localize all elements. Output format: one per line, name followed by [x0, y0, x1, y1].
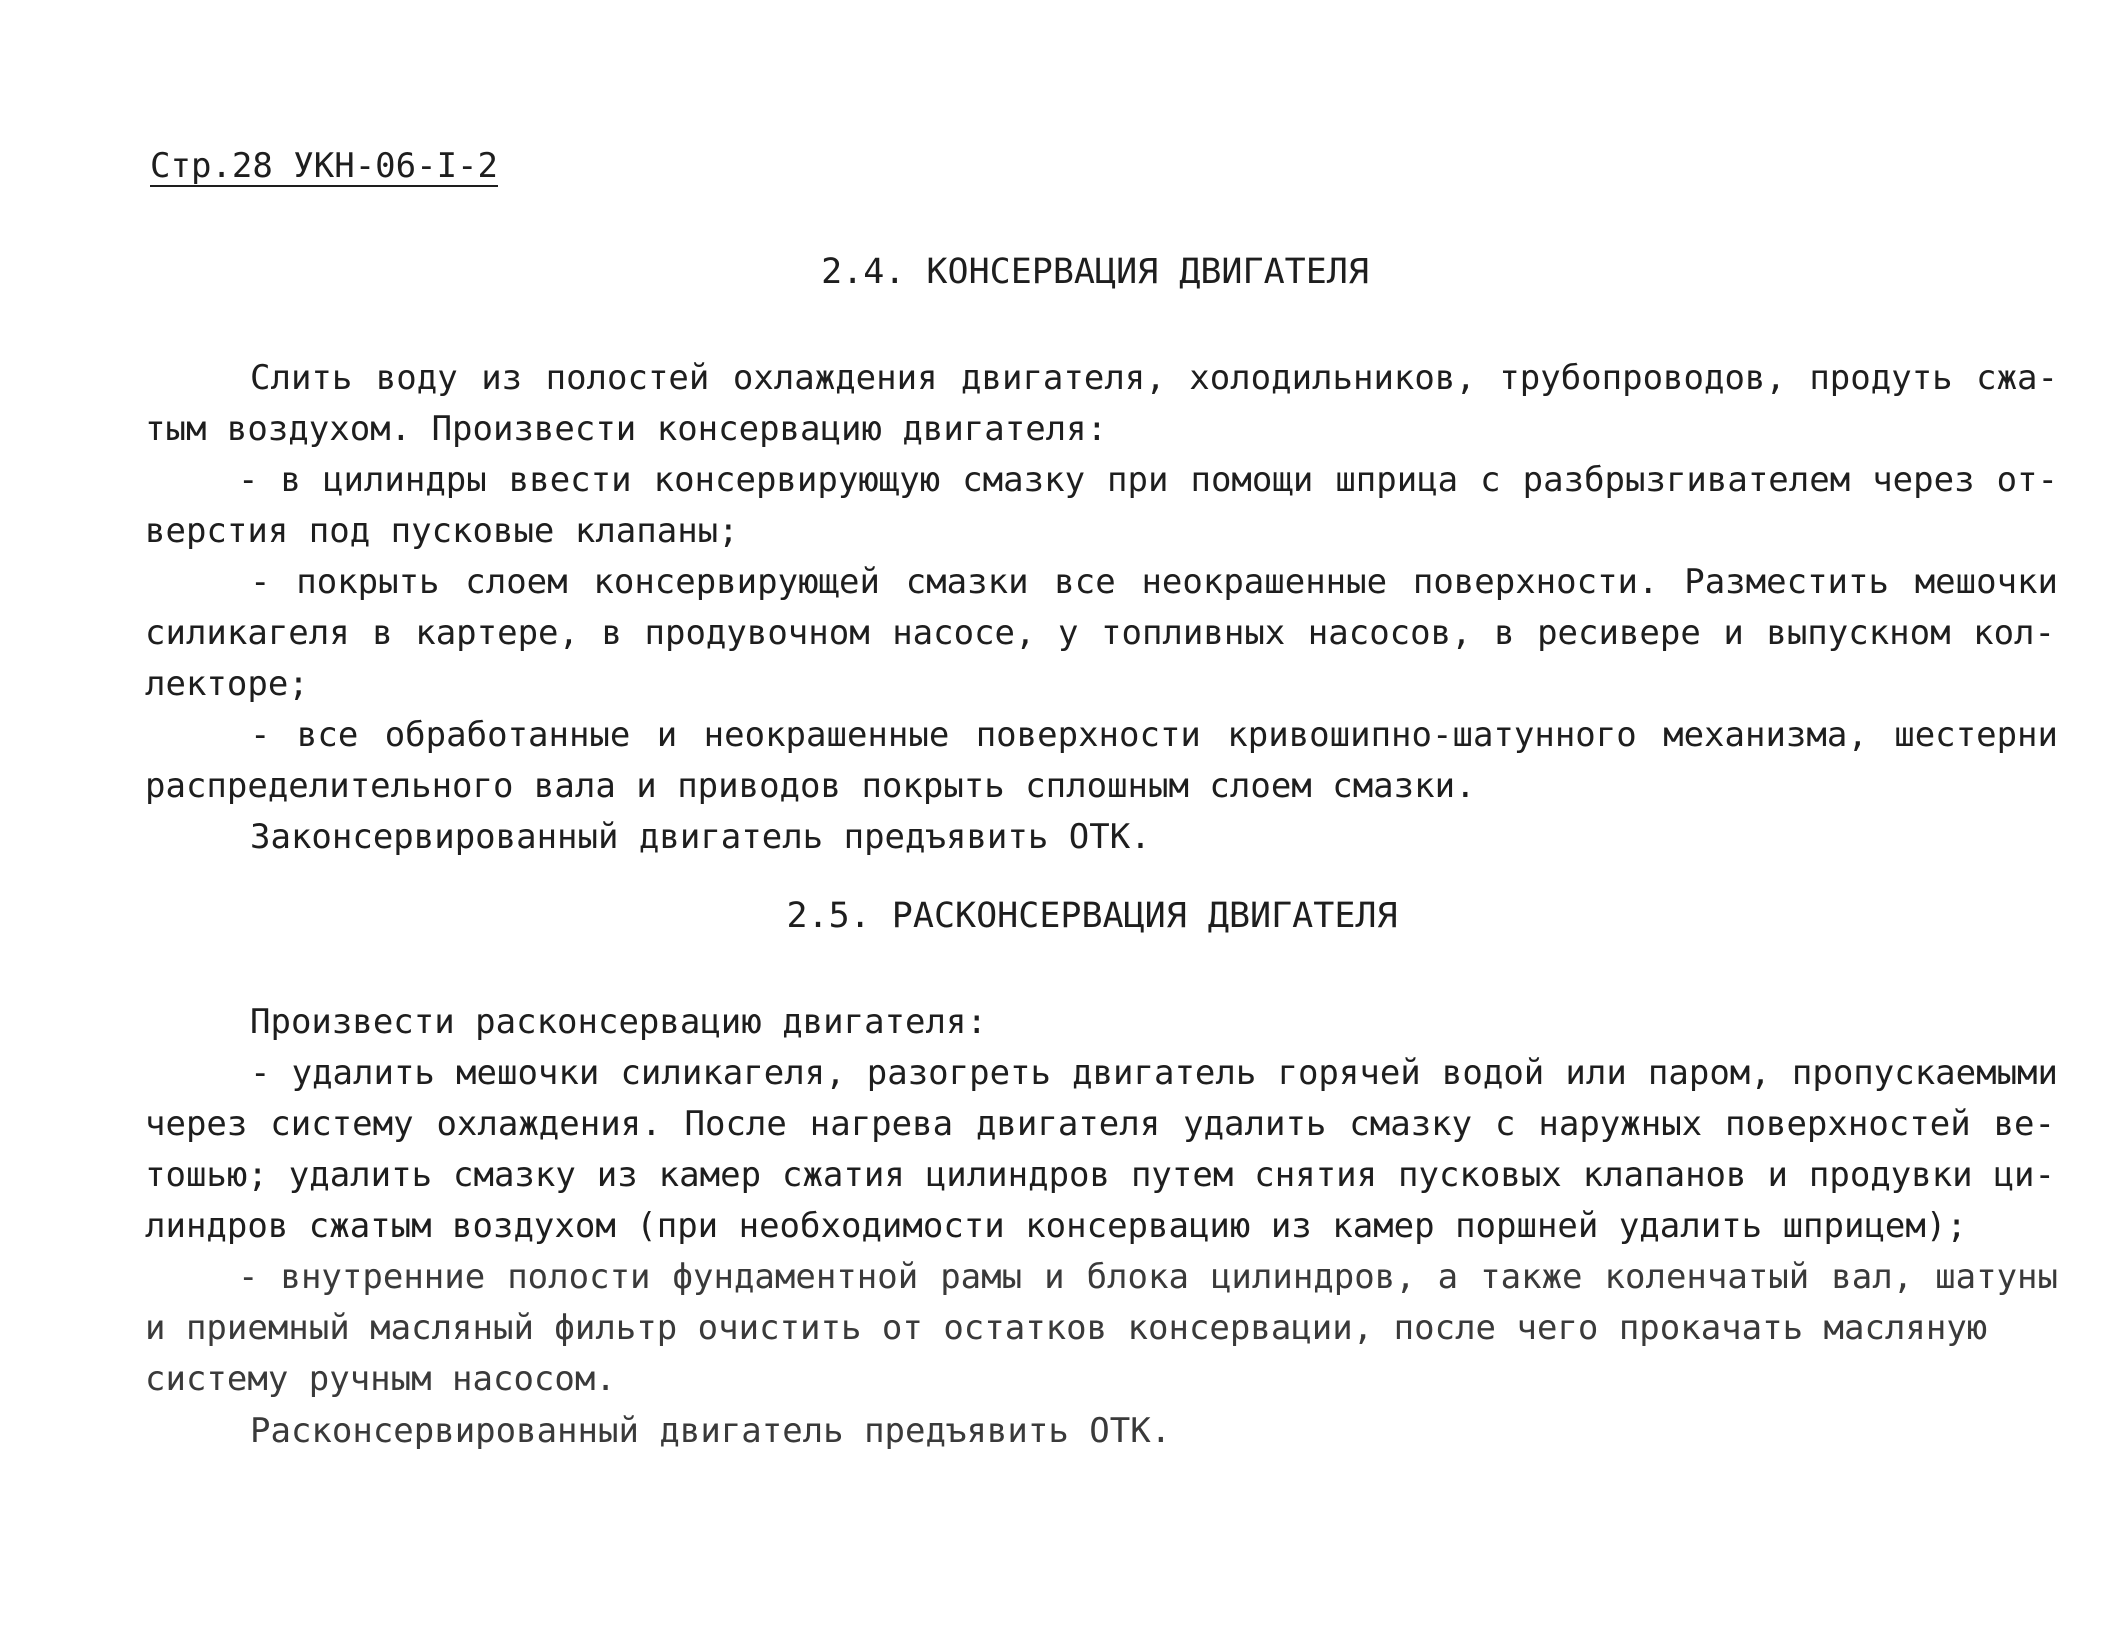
list-item-line: верстия под пусковые клапаны;	[145, 511, 739, 551]
list-item-line: - покрыть слоем консервирующей смазки все неокрашенные поверхности. Разместить мешочки	[250, 562, 2058, 602]
list-item-line: - в цилиндры ввести консервирующую смазку при помощи шприца с разбрызгивателем через от-	[238, 460, 2058, 500]
list-item-line: - удалить мешочки силикагеля, разогреть двигатель горячей водой или паром, пропускаемыми	[250, 1053, 2058, 1093]
list-item-line: - все обработанные и неокрашенные поверхности кривошипно-шатунного механизма, шестерни	[250, 715, 2058, 755]
list-item-line: через систему охлаждения. После нагрева двигателя удалить смазку с наружных поверхностей ве-	[145, 1104, 2055, 1144]
page-reference: Стр.28 УКН-06-I-2	[150, 146, 498, 186]
paragraph-line: тым воздухом. Произвести консервацию двигателя:	[145, 409, 1108, 449]
paragraph-line: Произвести расконсервацию двигателя:	[250, 1002, 987, 1042]
list-item-line: систему ручным насосом.	[145, 1359, 616, 1399]
paragraph-line: Расконсервированный двигатель предъявить ОТК.	[250, 1411, 1172, 1451]
list-item-line: силикагеля в картере, в продувочном насосе, у топливных насосов, в ресивере и выпускном кол-	[145, 613, 2055, 653]
list-item-line: тошью; удалить смазку из камер сжатия цилиндров путем снятия пусковых клапанов и продувки ци-	[145, 1155, 2055, 1195]
list-item-line: и приемный масляный фильтр очистить от остатков консервации, после чего прокачать масляную	[145, 1308, 1988, 1348]
list-item-line: распределительного вала и приводов покрыть сплошным слоем смазки.	[145, 766, 1476, 806]
list-item-line: - внутренние полости фундаментной рамы и блока цилиндров, а также коленчатый вал, шатуны	[238, 1257, 2058, 1297]
paragraph-line: Законсервированный двигатель предъявить ОТК.	[250, 817, 1151, 857]
section-heading-conservation: 2.4. КОНСЕРВАЦИЯ ДВИГАТЕЛЯ	[821, 252, 1369, 292]
list-item-line: линдров сжатым воздухом (при необходимости консервацию из камер поршней удалить шприцем);	[145, 1206, 1967, 1246]
section-heading-deconservation: 2.5. РАСКОНСЕРВАЦИЯ ДВИГАТЕЛЯ	[786, 896, 1398, 936]
paragraph-line: Слить воду из полостей охлаждения двигателя, холодильников, трубопроводов, продуть сжа-	[250, 358, 2058, 398]
list-item-line: лекторе;	[145, 664, 309, 704]
